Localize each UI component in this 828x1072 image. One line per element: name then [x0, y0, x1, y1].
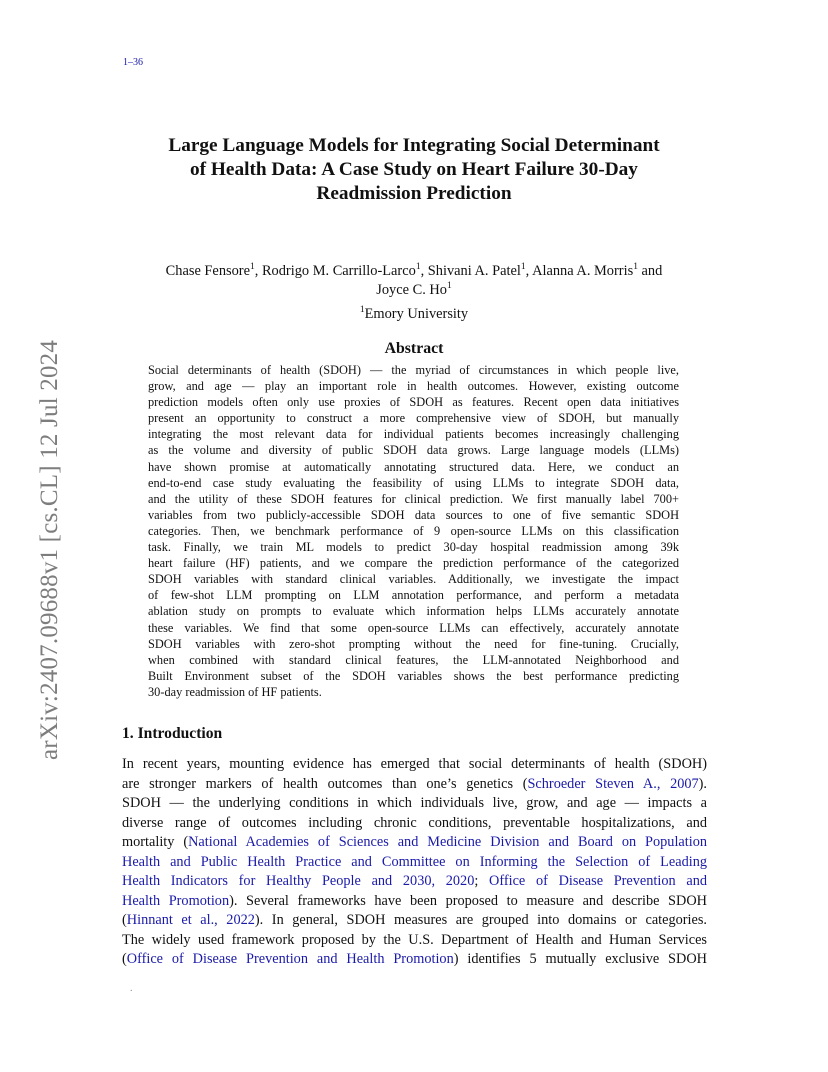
author-name: Alanna A. Morris: [532, 263, 634, 279]
abstract-line: ablation study on prompts to evaluate which information helps LLMs accurately annotate: [148, 604, 679, 619]
intro-line: (Hinnant et al., 2022). In general, SDOH measures are grouped into domains or categories.: [122, 912, 707, 928]
abstract-line: SDOH variables with zero-shot prompting without the need for fine-tuning. Crucially,: [148, 636, 679, 651]
intro-line: mortality (National Academies of Sciences and Medicine Division and Board on Population: [122, 834, 708, 850]
abstract-body: [148, 362, 679, 700]
affiliation: $^1$Emory University: [359, 305, 469, 322]
paper-title: [120, 134, 708, 206]
abstract-line: end-to-end case study evaluating the feasibility of using LLMs to integrate SDOH data,: [148, 475, 679, 490]
abstract-line: 30-day readmission of HF patients.: [148, 684, 322, 699]
citation-link[interactable]: Schroeder Steven A., 2007: [527, 775, 699, 792]
abstract-line: these variables. We find that some open-source LLMs can effectively, accurately annotate: [148, 620, 679, 635]
citation-link[interactable]: Hinnant et al., 2022: [126, 912, 255, 928]
abstract-line: integrating the most relevant data for individual patients becomes increasingly challenging: [148, 427, 679, 442]
abstract-line: task. Finally, we train ML models to predict 30-day hospital readmission among 39k: [148, 540, 679, 555]
abstract-line: and the utility of these SDOH features for clinical prediction. We first manually label 700+: [148, 491, 679, 506]
abstract-line: prediction models often only use proxies of SDOH as features. Recent open data initiatives: [148, 395, 679, 410]
abstract-line: Social determinants of health (SDOH) — the myriad of circumstances in which people live,: [148, 363, 679, 377]
author-name: Shivani A. Patel: [427, 263, 521, 279]
citation-link[interactable]: Office of Disease Prevention and: [489, 873, 707, 889]
abstract-line: Built Environment subset of the SDOH variables shows the best performance predicting: [148, 668, 679, 683]
citation-link[interactable]: Office of Disease Prevention and Health Promotion: [126, 951, 454, 967]
intro-line: In recent years, mounting evidence has emerged that social determinants of health (SDOH): [122, 756, 707, 772]
abstract-heading: Abstract: [384, 340, 444, 357]
abstract-line: SDOH variables with standard clinical variables. Additionally, we investigate the impact: [148, 572, 679, 587]
abstract-line: present an opportunity to construct a more comprehensive view of SDOH, but manually: [148, 411, 679, 426]
section-heading: 1. Introduction: [122, 725, 223, 742]
author-name: Chase Fensore: [165, 263, 250, 279]
abstract-line: variables from two publicly-accessible SDOH data sources to one of five semantic SDOH: [148, 507, 679, 522]
intro-line: diverse range of outcomes including chronic conditions, preventable hospitalizations, and: [122, 814, 707, 831]
title-line: Readmission Prediction: [316, 183, 512, 204]
abstract-line: as the volume and diversity of public SDOH data grows. Large language models (LLMs): [148, 443, 679, 458]
citation-link[interactable]: Health Promotion: [122, 892, 230, 909]
intro-line: The widely used framework proposed by the U.S. Department of Health and Human Services: [122, 931, 707, 948]
footer-mark: .: [130, 983, 133, 994]
author-name: Joyce C. Ho: [376, 282, 447, 298]
intro-line: SDOH — the underlying conditions in which individuals live, grow, and age — impacts a: [122, 795, 707, 811]
author-list: Chase Fensore$^1$, Rodrigo M. Carrillo-Larco$^1$, Shivani A. Patel$^1$, Alanna A. Morris$^1$ and Joyce C. Ho$^1$: [165, 262, 663, 298]
abstract-line: categories. Then, we benchmark performance of 9 open-source LLMs on this classification: [148, 523, 679, 538]
citation-link[interactable]: Health Indicators for Healthy People and 2030, 2020: [122, 873, 475, 889]
abstract-line: heart failure (HF) patients, and we compare the prediction performance of the categorized: [148, 556, 679, 571]
intro-line: [122, 853, 707, 873]
abstract-line: of few-shot LLM prompting on LLM annotation performance, and perform a metadata: [148, 588, 679, 603]
title-line: Large Language Models for Integrating Social Determinant: [168, 135, 660, 156]
title-line: of Health Data: A Case Study on Heart Failure 30-Day: [190, 159, 638, 180]
intro-body: [122, 755, 707, 970]
intro-line: Health Indicators for Healthy People and 2030, 2020; Office of Disease Prevention and: [122, 873, 707, 889]
page-number: 1–36: [123, 57, 143, 68]
abstract-line: have shown promise at automatically annotating structured data. Here, we conduct an: [148, 459, 679, 474]
arxiv-stamp: arXiv:2407.09688v1 [cs.CL] 12 Jul 2024: [36, 339, 63, 760]
intro-line: Health Promotion). Several frameworks have been proposed to measure and describe SDOH: [122, 892, 707, 909]
abstract-line: when combined with standard clinical features, the LLM-annotated Neighborhood and: [148, 652, 679, 667]
intro-line: are stronger markers of health outcomes than one’s genetics (Schroeder Steven A., 2007).: [122, 775, 708, 792]
citation-link[interactable]: Health and Public Health Practice and Committee on Informing the Selection of Leading: [122, 853, 707, 870]
author-name: Rodrigo M. Carrillo-Larco: [261, 263, 416, 279]
intro-line: (Office of Disease Prevention and Health Promotion) identifies 5 mutually exclusive SDOH: [122, 951, 707, 967]
abstract-line: grow, and age — play an important role in health outcomes. However, existing outcome: [148, 379, 679, 394]
citation-link[interactable]: National Academies of Sciences and Medicine Division and Board on Population: [188, 834, 708, 850]
